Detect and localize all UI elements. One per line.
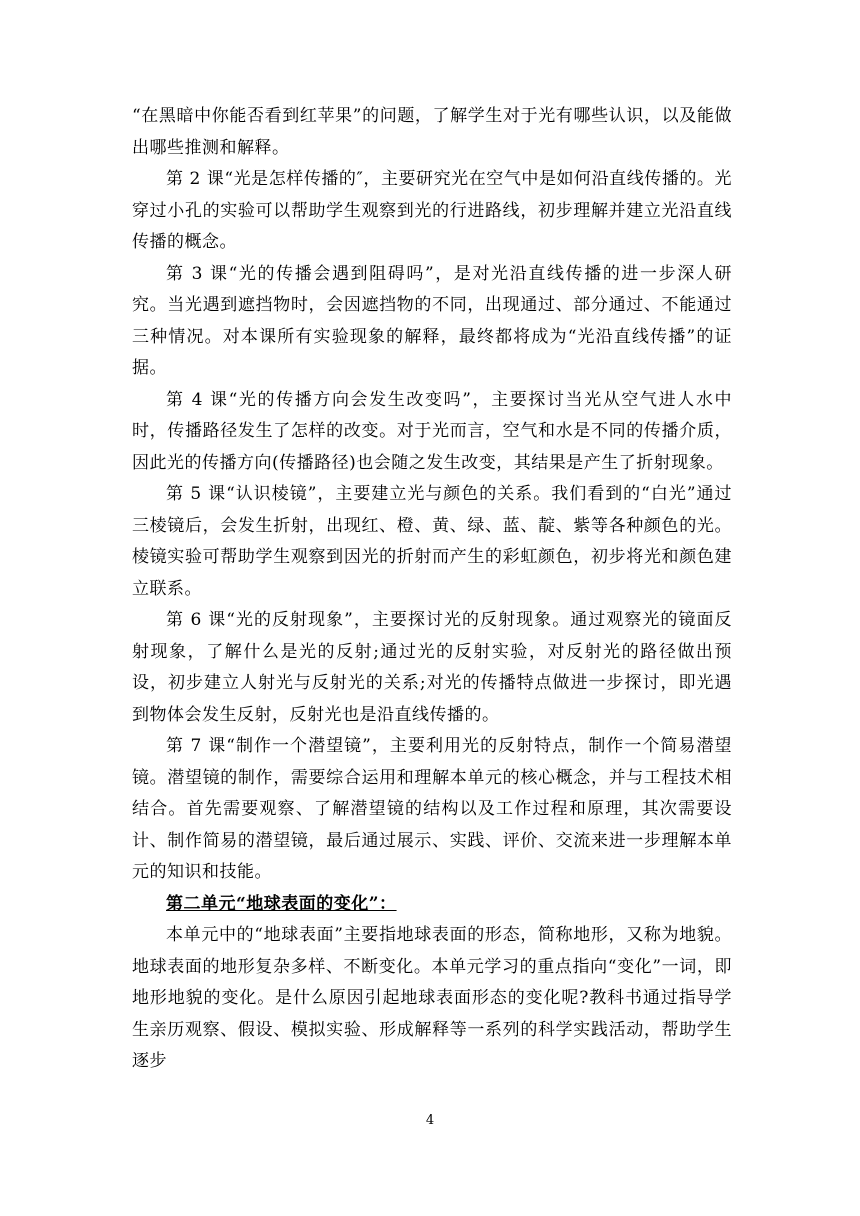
- paragraph-lesson-6: 第 6 课“光的反射现象”，主要探讨光的反射现象。通过观察光的镜面反射现象，了解什么是光的反射;通过光的反射实验，对反射光的路径做出预设，初步建立人射光与反射光的关系;对光的传播特点做进一步探讨，即光遇到物体会发生反射，反射光也是沿直线传播的。: [132, 610, 732, 725]
- paragraph-lesson1-continued: “在黑暗中你能否看到红苹果”的问题，了解学生对于光有哪些认识，以及能做出哪些推测和解释。: [132, 106, 732, 158]
- page-number: 4: [425, 1113, 435, 1128]
- section-heading-unit-2: 第二单元“地球表面的变化”：: [166, 893, 397, 914]
- paragraph-lesson-7: 第 7 课“制作一个潜望镜”，主要利用光的反射特点，制作一个简易潜望镜。潜望镜的制作，需要综合运用和理解本单元的核心概念，并与工程技术相结合。首先需要观察、了解潜望镜的结构以及工作过程和原理，其次需要设计、制作简易的潜望镜，最后通过展示、实践、评价、交流来进一步理解本单元的知识和技能。: [132, 736, 732, 882]
- paragraph-lesson-4: 第 4 课“光的传播方向会发生改变吗”，主要探讨当光从空气进人水中时，传播路径发生了怎样的改变。对于光而言，空气和水是不同的传播介质，因此光的传播方向(传播路径)也会随之发生改变，其结果是产生了折射现象。: [132, 389, 732, 473]
- paragraph-lesson-3: 第 3 课“光的传播会遇到阻碍吗”，是对光沿直线传播的进一步深人研究。当光遇到遮挡物时，会因遮挡物的不同，出现通过、部分通过、不能通过三种情况。对本课所有实验现象的解释，最终都将成为“光沿直线传播”的证据。: [132, 263, 732, 378]
- paragraph-lesson-2: 第 2 课“光是怎样传播的″，主要研究光在空气中是如何沿直线传播的。光穿过小孔的实验可以帮助学生观察到光的行进路线，初步理解并建立光沿直线传播的概念。: [132, 169, 732, 252]
- paragraph-lesson-5: 第 5 课“认识棱镜”，主要建立光与颜色的关系。我们看到的“白光”通过三棱镜后，会发生折射，出现红、橙、黄、绿、蓝、靛、紫等各种颜色的光。棱镜实验可帮助学生观察到因光的折射而产生的彩虹颜色，初步将光和颜色建立联系。: [132, 484, 732, 599]
- paragraph-unit-2-intro: 本单元中的“地球表面”主要指地球表面的形态，简称地形，又称为地貌。地球表面的地形复杂多样、不断变化。本单元学习的重点指向“变化”一词，即地形地貌的变化。是什么原因引起地球表面形态的变化呢?教科书通过指导学生亲历观察、假设、模拟实验、形成解释等一系列的科学实践活动，帮助学生逐步: [132, 925, 732, 1071]
- page-content: [132, 101, 732, 1078]
